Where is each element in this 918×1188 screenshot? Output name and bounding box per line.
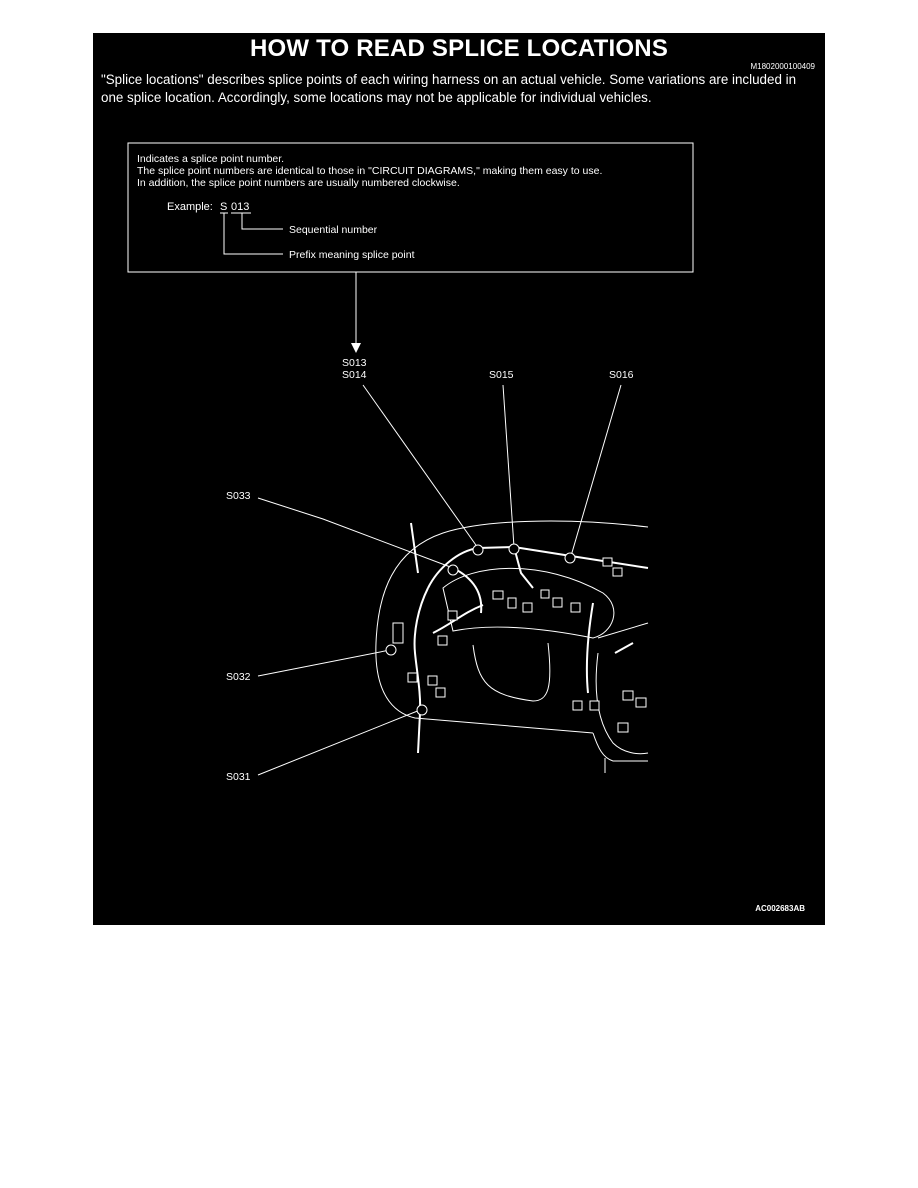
leader-s014 [363, 385, 478, 548]
leader-s016 [571, 385, 621, 556]
image-id: AC002683AB [755, 904, 805, 913]
example-number: 013 [231, 201, 250, 213]
legend-line-1: Indicates a splice point number. [137, 153, 285, 165]
splice-point-s016 [565, 553, 575, 563]
leader-s031 [258, 710, 420, 775]
example-prefix: S [220, 201, 228, 213]
splice-point-s015 [509, 544, 519, 554]
intro-paragraph: "Splice locations" describes splice points of each wiring harness on an actual vehicle. Some variations are included in one splice location. Accordingly, some locations may not be applicable for individual vehicles. [101, 72, 797, 105]
legend-line-3: In addition, the splice point numbers are usually numbered clockwise. [137, 177, 460, 189]
legend-line-2: The splice point numbers are identical to those in "CIRCUIT DIAGRAMS," making them easy to use. [137, 165, 603, 177]
splice-label-s031: S031 [226, 771, 251, 783]
diagram-panel [93, 33, 825, 925]
splice-label-s033: S033 [226, 490, 251, 502]
sequential-bracket [231, 213, 283, 229]
splice-label-s032: S032 [226, 671, 251, 683]
leader-s033 [258, 498, 453, 568]
splice-location-diagram [93, 33, 825, 925]
splice-label-s015: S015 [489, 369, 514, 381]
legend-arrowhead [351, 343, 361, 353]
splice-label-s016: S016 [609, 369, 634, 381]
splice-point-s033 [448, 565, 458, 575]
splice-point-s031 [417, 705, 427, 715]
splice-label-s014: S014 [342, 369, 367, 381]
page-title: HOW TO READ SPLICE LOCATIONS [249, 35, 669, 62]
document-id: M1802000100409 [750, 62, 815, 71]
splice-point-s014 [473, 545, 483, 555]
sequential-label: Sequential number [289, 224, 378, 236]
splice-label-s013: S013 [342, 357, 367, 369]
example-label: Example: [167, 201, 213, 213]
leader-s032 [258, 650, 390, 676]
splice-point-s032 [386, 645, 396, 655]
prefix-label: Prefix meaning splice point [289, 249, 415, 261]
prefix-bracket [220, 213, 283, 254]
